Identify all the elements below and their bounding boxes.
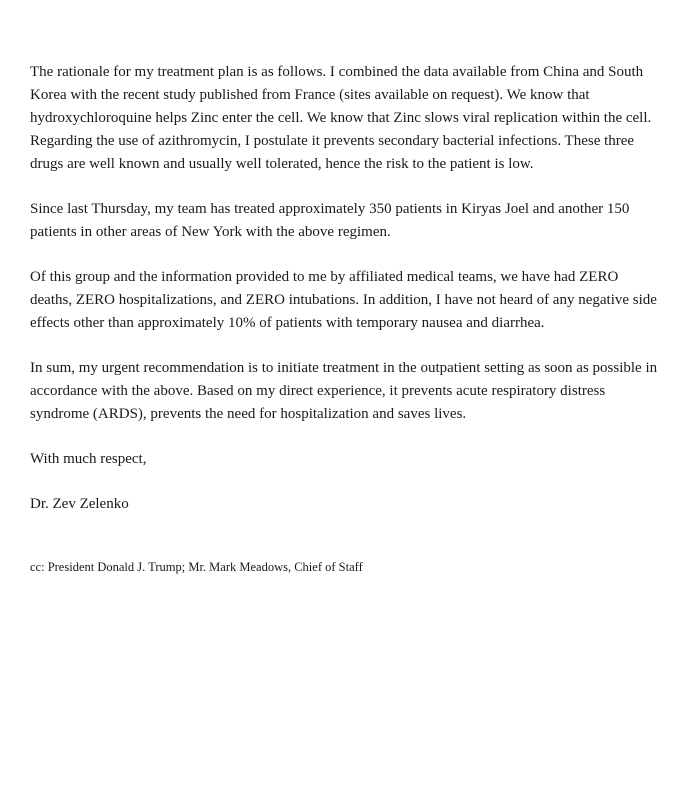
letter-body [30,61,662,576]
signature: Dr. Zev Zelenko [30,496,129,512]
paragraph-recommendation: In sum, my urgent recommendation is to initiate treatment in the outpatient setting as soon as possible in accordance with the above. Based on my direct experience, it prevents acute respiratory distress syndrome (ARDS), prevents the need for hospitalization and saves lives. [30,360,658,422]
paragraph-patients-treated: Since last Thursday, my team has treated approximately 350 patients in Kiryas Joel and another 150 patients in other areas of New York with the above regimen. [30,201,630,240]
cc-line: cc: President Donald J. Trump; Mr. Mark Meadows, Chief of Staff [30,560,363,574]
paragraph-rationale: The rationale for my treatment plan is as follows. I combined the data available from China and South Korea with the recent study published from France (sites available on request). We know that hydroxychloroquine helps Zinc enter the cell. We know that Zinc slows viral replication within the cell. Regarding the use of azithromycin, I postulate it prevents secondary bacterial infections. These three drugs are well known and usually well tolerated, hence the risk to the patient is low. [30,64,652,172]
closing-line: With much respect, [30,451,147,467]
paragraph-outcomes: Of this group and the information provided to me by affiliated medical teams, we have had ZERO deaths, ZERO hospitalizations, and ZERO intubations. In addition, I have not heard of any negative side effects other than approximately 10% of patients with temporary nausea and diarrhea. [30,269,657,331]
